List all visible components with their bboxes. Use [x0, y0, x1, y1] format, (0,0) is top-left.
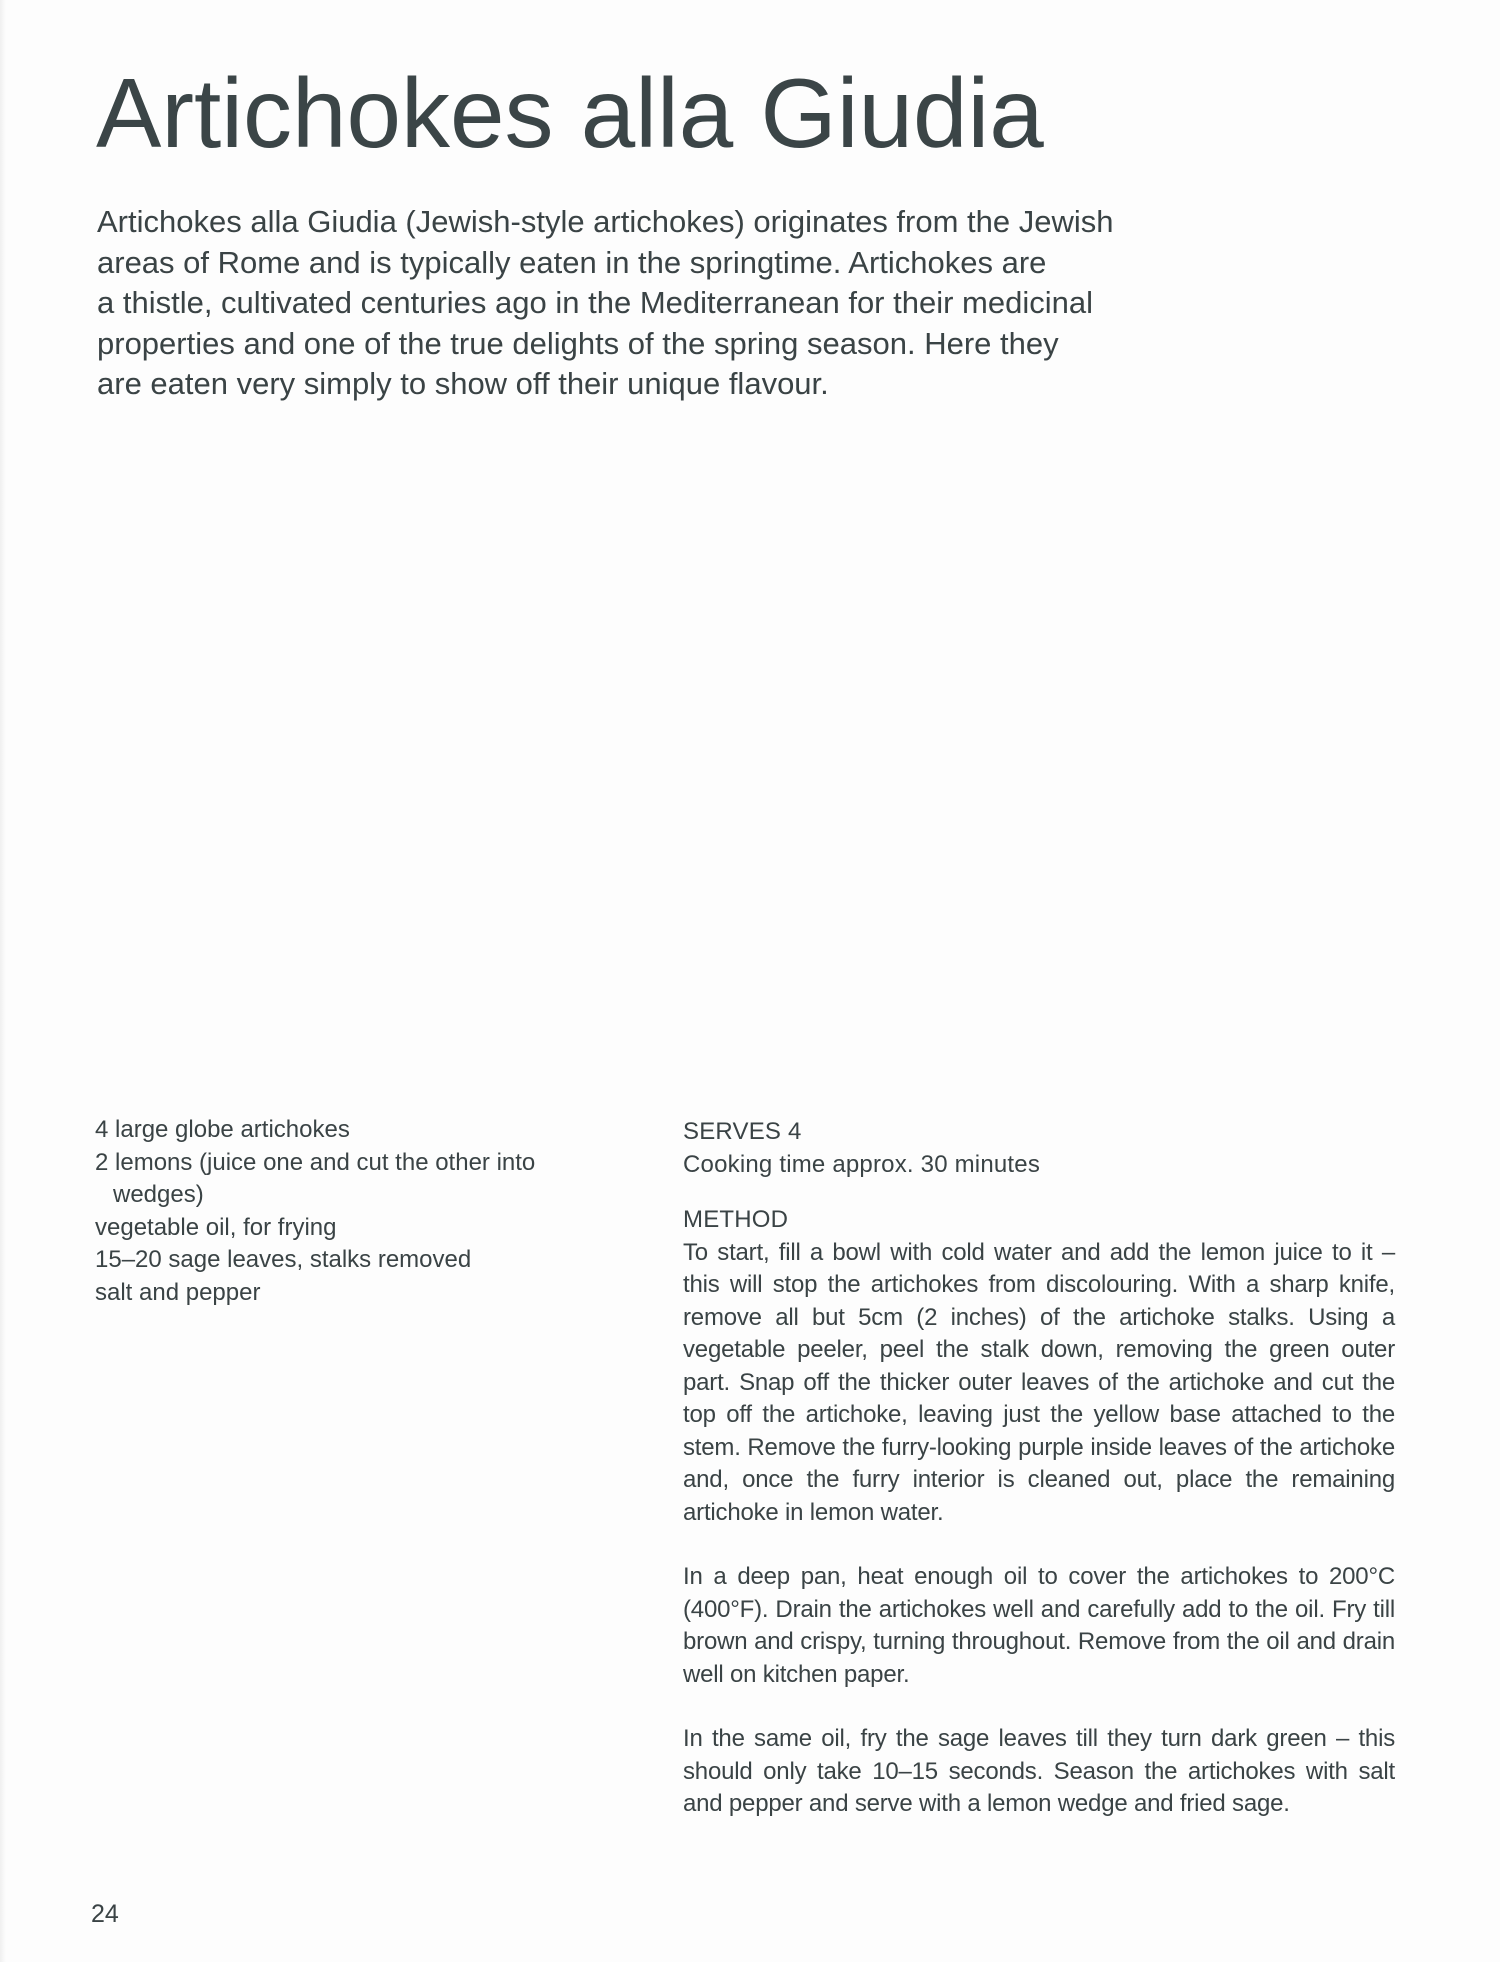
ingredient-item: 4 large globe artichokes	[95, 1116, 350, 1143]
method-step: In the same oil, fry the sage leaves till they turn dark green – this should only take 10–15 seconds. Season the artichokes with salt and pepper and serve with a lemon wedge and fried sage.	[683, 1725, 1395, 1817]
ingredients-list	[95, 1114, 615, 1309]
method-heading: METHOD	[683, 1206, 789, 1233]
method-column	[683, 1116, 1403, 1821]
intro-line: areas of Rome and is typically eaten in the springtime. Artichokes are	[97, 244, 1047, 280]
intro-paragraph	[97, 202, 1207, 405]
ingredient-item: 15–20 sage leaves, stalks removed	[95, 1246, 472, 1273]
page-title: Artichokes alla Giudia	[96, 58, 1044, 168]
method-step: To start, fill a bowl with cold water and add the lemon juice to it – this will stop the artichokes from discolouring. With a sharp knife, remove all but 5cm (2 inches) of the artichoke stalks. Using a vegetable peeler, peel the stalk down, removing the green outer part. Snap off the thicker outer leaves of the artichoke and cut the top off the artichoke, leaving just the yellow base attached to the stem. Remove the furry-looking purple inside leaves of the artichoke and, once the furry interior is cleaned out, place the remaining artichoke in lemon water.	[683, 1238, 1395, 1526]
intro-line: a thistle, cultivated centuries ago in the Mediterranean for their medicinal	[97, 285, 1093, 320]
cooking-time: Cooking time approx. 30 minutes	[683, 1150, 1041, 1178]
scan-edge-shadow	[0, 0, 6, 1962]
serves-label: SERVES 4	[683, 1118, 802, 1145]
method-step: In a deep pan, heat enough oil to cover the artichokes to 200°C (400°F). Drain the artichokes well and carefully add to the oil. Fry till brown and crispy, turning throughout. Remove from the oil and drain well on kitchen paper.	[683, 1563, 1395, 1688]
ingredient-item: vegetable oil, for frying	[95, 1213, 337, 1241]
ingredient-item: 2 lemons (juice one and cut the other into wedges)	[95, 1148, 536, 1208]
intro-line: Artichokes alla Giudia (Jewish-style artichokes) originates from the Jewish	[97, 204, 1114, 239]
intro-line: properties and one of the true delights of the spring season. Here they	[97, 325, 1059, 361]
ingredient-item: salt and pepper	[95, 1278, 261, 1306]
page-number: 24	[91, 1900, 119, 1928]
intro-line: are eaten very simply to show off their unique flavour.	[97, 366, 829, 401]
